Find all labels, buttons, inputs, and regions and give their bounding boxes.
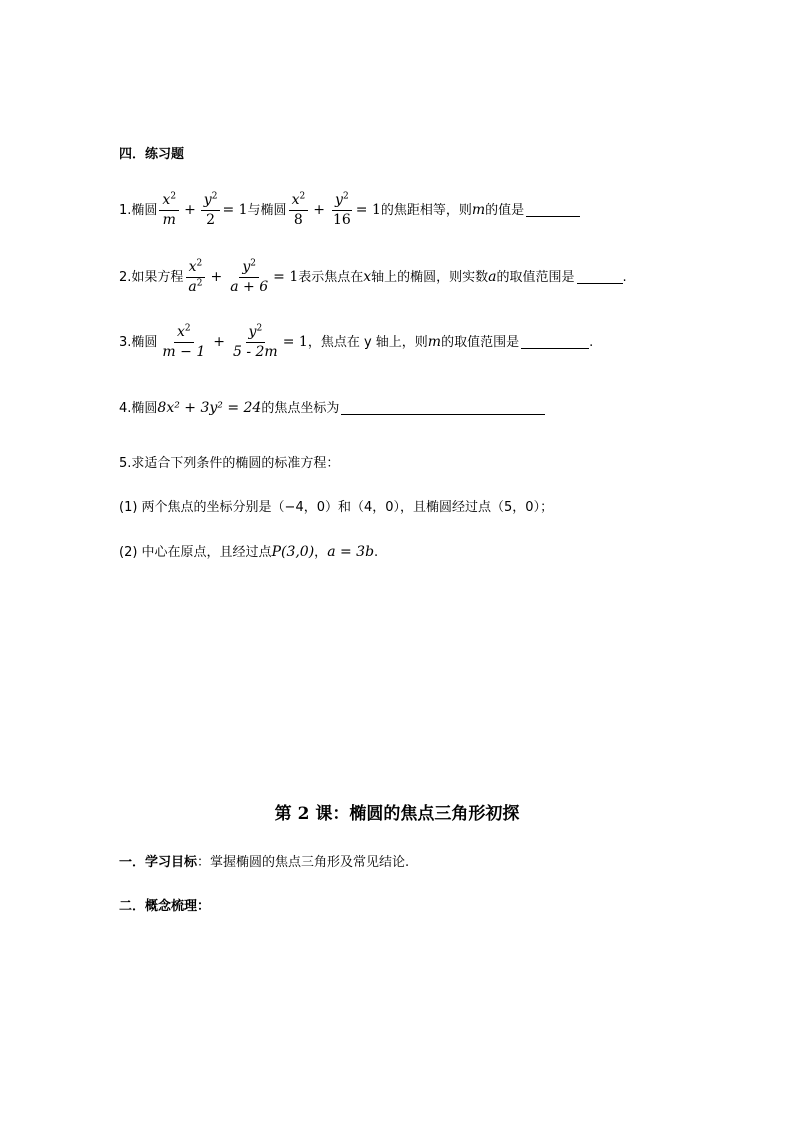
question-number: 4. <box>119 400 132 416</box>
question-text: 轴上的椭圆，则实数 <box>371 269 489 285</box>
question-5-part-2 <box>119 545 378 559</box>
question-5-part-1: (1) 两个焦点的坐标分别是（−4，0）和（4，0），且椭圆经过点（5，0）； <box>119 500 554 515</box>
question-text: 椭圆 <box>131 400 158 416</box>
answer-blank <box>577 271 623 284</box>
question-text: 的焦距相等，则 <box>380 202 472 218</box>
fraction: $\frac{y^2}{5 - 2m}$ <box>232 323 278 360</box>
fraction: $\frac{x^2}{m}$ <box>159 193 179 227</box>
equation-rhs: = 1 <box>222 202 248 219</box>
concept-heading: 二．概念梳理： <box>119 899 211 914</box>
question-4 <box>119 401 545 415</box>
question-number: 1. <box>119 202 132 218</box>
question-text: 表示焦点在 <box>298 269 364 285</box>
learning-goal-label: 一．学习目标 <box>119 855 198 870</box>
variable: x <box>363 269 372 286</box>
math-expression: P(3,0) <box>271 544 315 560</box>
variable: a <box>488 269 497 286</box>
section-heading-practice: 四．练习题 <box>119 147 185 162</box>
answer-blank <box>341 402 545 415</box>
fraction: $\frac{y^2}{a + 6}$ <box>230 258 269 295</box>
fraction: $\frac{x^2}{8}$ <box>289 193 309 227</box>
question-text: 与椭圆 <box>247 202 287 218</box>
question-text: 椭圆 <box>131 202 158 218</box>
answer-blank <box>521 336 589 349</box>
equation-rhs: = 1 <box>273 269 299 286</box>
lesson-title: 第 2 课：椭圆的焦点三角形初探 <box>274 804 520 824</box>
period: . <box>589 334 594 350</box>
answer-blank <box>526 204 580 217</box>
plus-sign: + <box>210 269 223 286</box>
question-text: 的取值范围是 <box>496 269 575 285</box>
question-text: 如果方程 <box>131 269 184 285</box>
question-1 <box>119 193 580 227</box>
variable: m <box>471 202 486 219</box>
question-number: 2. <box>119 269 132 285</box>
equation-rhs: = 1 <box>282 334 308 351</box>
learning-goal-text: ：掌握椭圆的焦点三角形及常见结论. <box>197 855 410 870</box>
period: . <box>622 269 627 285</box>
question-text: (2) 中心在原点，且经过点 <box>119 544 272 560</box>
fraction: $\frac{y^2}{2}$ <box>201 193 221 227</box>
fraction: $\frac{x^2}{m - 1}$ <box>162 323 206 360</box>
period: . <box>374 544 379 560</box>
fraction: $\frac{x^2}{a^2}$ <box>185 260 205 294</box>
question-5: 5.求适合下列条件的椭圆的标准方程： <box>119 456 340 471</box>
question-text: 的焦点坐标为 <box>261 400 340 416</box>
plus-sign: + <box>184 202 196 219</box>
question-text: 的值是 <box>485 202 525 218</box>
plus-sign: + <box>313 202 325 219</box>
math-expression: 8x² + 3y² = 24 <box>157 400 262 416</box>
question-text: 椭圆 <box>131 334 158 350</box>
question-text: 的取值范围是 <box>441 334 520 350</box>
question-number: 3. <box>119 334 132 350</box>
question-2 <box>119 260 627 294</box>
question-3 <box>119 325 593 359</box>
equation-rhs: = 1 <box>355 202 381 219</box>
question-text: ， <box>314 544 328 560</box>
question-text: ，焦点在 y 轴上，则 <box>307 334 428 350</box>
math-expression: a = 3b <box>327 544 375 560</box>
plus-sign: + <box>213 334 225 351</box>
fraction: $\frac{y^2}{16}$ <box>332 191 351 228</box>
learning-goal <box>119 851 409 870</box>
variable: m <box>427 334 442 351</box>
